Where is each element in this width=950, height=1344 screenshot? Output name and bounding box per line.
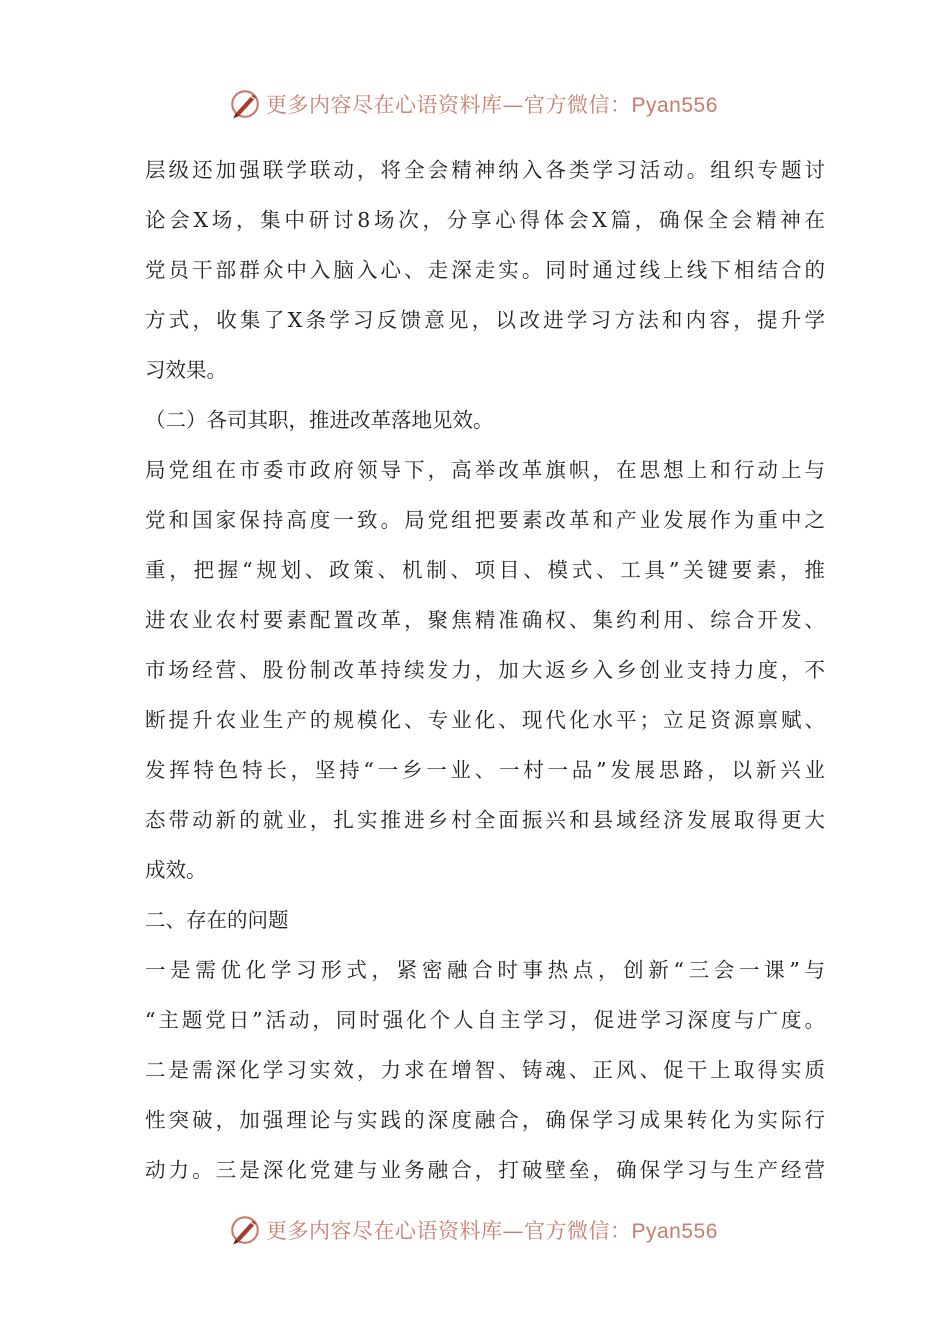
header-banner (0, 80, 950, 128)
wechat-id: Pyan556 (631, 94, 718, 117)
text-line: 论会X场，集中研讨8场次，分享心得体会X篇，确保全会精神在 (145, 208, 825, 232)
pen-logo-icon (228, 1213, 262, 1247)
text-line: 局党组在市委市政府领导下，高举改革旗帜，在思想上和行动上与 (145, 458, 825, 482)
document-body (145, 145, 825, 1195)
section-heading: 二、存在的问题 (145, 908, 289, 932)
text-line: 重，把握“规划、政策、机制、项目、模式、工具”关键要素，推 (145, 558, 825, 582)
text-line: 一是需优化学习形式，紧密融合时事热点，创新“三会一课”与 (145, 958, 825, 982)
text-line: 进农业农村要素配置改革，聚焦精准确权、集约利用、综合开发、 (145, 608, 825, 632)
banner-text: 更多内容尽在心语资料库—官方微信：Pyan556 (266, 1219, 718, 1243)
text-line: 市场经营、股份制改革持续发力，加大返乡入乡创业支持力度，不 (145, 658, 825, 682)
text-line: 成效。 (145, 858, 207, 882)
text-line: 断提升农业生产的规模化、专业化、现代化水平；立足资源禀赋、 (145, 708, 825, 732)
wechat-id: Pyan556 (631, 1220, 718, 1243)
pen-logo-icon (228, 87, 262, 121)
section-heading: （二）各司其职，推进改革落地见效。 (145, 408, 494, 432)
text-line: 方式，收集了X条学习反馈意见，以改进学习方法和内容，提升学 (145, 308, 825, 332)
text-line: 党和国家保持高度一致。局党组把要素改革和产业发展作为重中之 (145, 508, 825, 532)
footer-banner (0, 1206, 950, 1254)
text-line: 党员干部群众中入脑入心、走深走实。同时通过线上线下相结合的 (145, 258, 825, 282)
text-line: 层级还加强联学联动，将全会精神纳入各类学习活动。组织专题讨 (145, 158, 825, 182)
text-line: 性突破，加强理论与实践的深度融合，确保学习成果转化为实际行 (145, 1108, 825, 1132)
text-line: 习效果。 (145, 358, 227, 382)
text-line: 二是需深化学习实效，力求在增智、铸魂、正风、促干上取得实质 (145, 1058, 825, 1082)
banner-text: 更多内容尽在心语资料库—官方微信：Pyan556 (266, 93, 718, 117)
text-line: 发挥特色特长，坚持“一乡一业、一村一品”发展思路，以新兴业 (145, 758, 825, 782)
text-line: “主题党日”活动，同时强化个人自主学习，促进学习深度与广度。 (145, 1008, 825, 1032)
text-line: 动力。三是深化党建与业务融合，打破壁垒，确保学习与生产经营 (145, 1158, 825, 1182)
text-line: 态带动新的就业，扎实推进乡村全面振兴和县域经济发展取得更大 (145, 808, 825, 832)
